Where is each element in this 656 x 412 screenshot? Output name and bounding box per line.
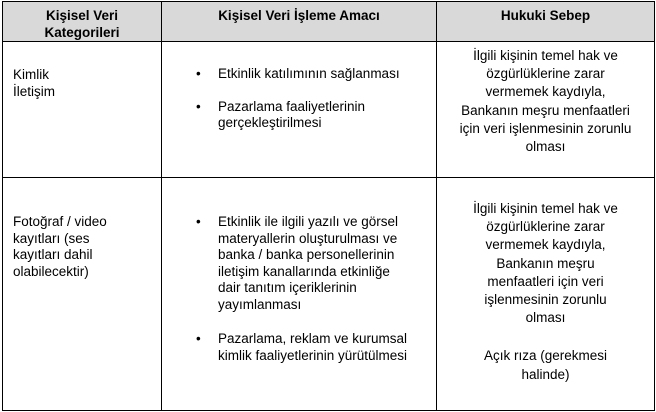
category-line: Fotoğraf / video [13, 214, 107, 229]
bullet-icon: • [196, 214, 201, 229]
legal-basis-line: vermemek kaydıyla, [485, 84, 606, 100]
purpose-line: Etkinlik ile ilgili yazılı ve görsel [218, 214, 399, 229]
header-categories [3, 2, 162, 42]
header-purpose [162, 2, 437, 42]
purpose-cell [162, 42, 437, 178]
category-line: Kimlik [13, 67, 49, 82]
header-legal-basis [437, 2, 655, 42]
legal-basis-line: olması [525, 310, 566, 326]
purpose-line: Etkinlik katılımının sağlanması [218, 66, 400, 81]
legal-basis-line: özgürlüklerine zarar [486, 219, 605, 235]
table-row [3, 42, 655, 178]
legal-basis-line: vermemek kaydıyla, [485, 237, 606, 253]
legal-basis-line: olması [525, 139, 566, 155]
header-row [3, 2, 655, 42]
category-cell [3, 178, 162, 411]
legal-basis-line: için veri işlenmesinin zorunlu [459, 120, 632, 136]
purpose-list [162, 66, 436, 132]
legal-basis-extra-line: halinde) [521, 366, 570, 382]
data-processing-table [2, 1, 655, 411]
purpose-line: materyallerin oluşturulması ve [218, 230, 398, 246]
purpose-item [162, 214, 436, 313]
legal-basis-line: İlgili kişinin temel hak ve [473, 48, 618, 63]
purpose-line: gerçekleştirilmesi [218, 115, 322, 130]
purpose-line: kimlik faaliyetlerinin yürütülmesi [218, 347, 408, 363]
purpose-item [162, 66, 436, 83]
legal-basis-line: İlgili kişinin temel hak ve [473, 201, 618, 216]
table-row [3, 178, 655, 411]
purpose-line: banka / banka personellerinin [218, 247, 395, 262]
category-cell [3, 42, 162, 178]
legal-basis-line: Bankanın meşru [496, 255, 595, 271]
header-line: Kişisel Veri [45, 8, 119, 23]
bullet-icon: • [196, 331, 201, 346]
purpose-item [162, 331, 436, 364]
legal-basis-extra-line: Açık rıza (gerekmesi [483, 348, 608, 364]
purpose-line: yayımlanması [218, 296, 302, 312]
category-line: kayıtları dahil [13, 247, 93, 262]
bullet-icon: • [196, 66, 201, 81]
legal-basis-cell [437, 42, 655, 178]
purpose-item [162, 99, 436, 132]
purpose-line: Pazarlama, reklam ve kurumsal [218, 331, 408, 346]
purpose-line: dair tanıtım içeriklerinin [218, 280, 357, 295]
header-line: Hukuki Sebep [500, 8, 591, 23]
purpose-list [162, 214, 436, 364]
header-line: Kategorileri [44, 24, 120, 40]
header-line: Kişisel Veri İşleme Amacı [218, 8, 380, 23]
legal-basis-line: özgürlüklerine zarar [486, 66, 605, 82]
legal-basis-line: işlenmesinin zorunlu [484, 292, 607, 308]
purpose-cell [162, 178, 437, 411]
purpose-line: iletişim kanallarında etkinliğe [218, 263, 390, 279]
category-line: kayıtları (ses [13, 230, 90, 246]
legal-basis-line: Bankanın meşru menfaatleri [461, 102, 630, 118]
legal-basis-line: menfaatleri için veri [487, 273, 604, 289]
bullet-icon: • [196, 98, 201, 114]
category-line: olabilecektir) [13, 263, 89, 279]
category-line: İletişim [13, 83, 56, 99]
legal-basis-cell [437, 178, 655, 411]
purpose-line: Pazarlama faaliyetlerinin [218, 98, 366, 114]
